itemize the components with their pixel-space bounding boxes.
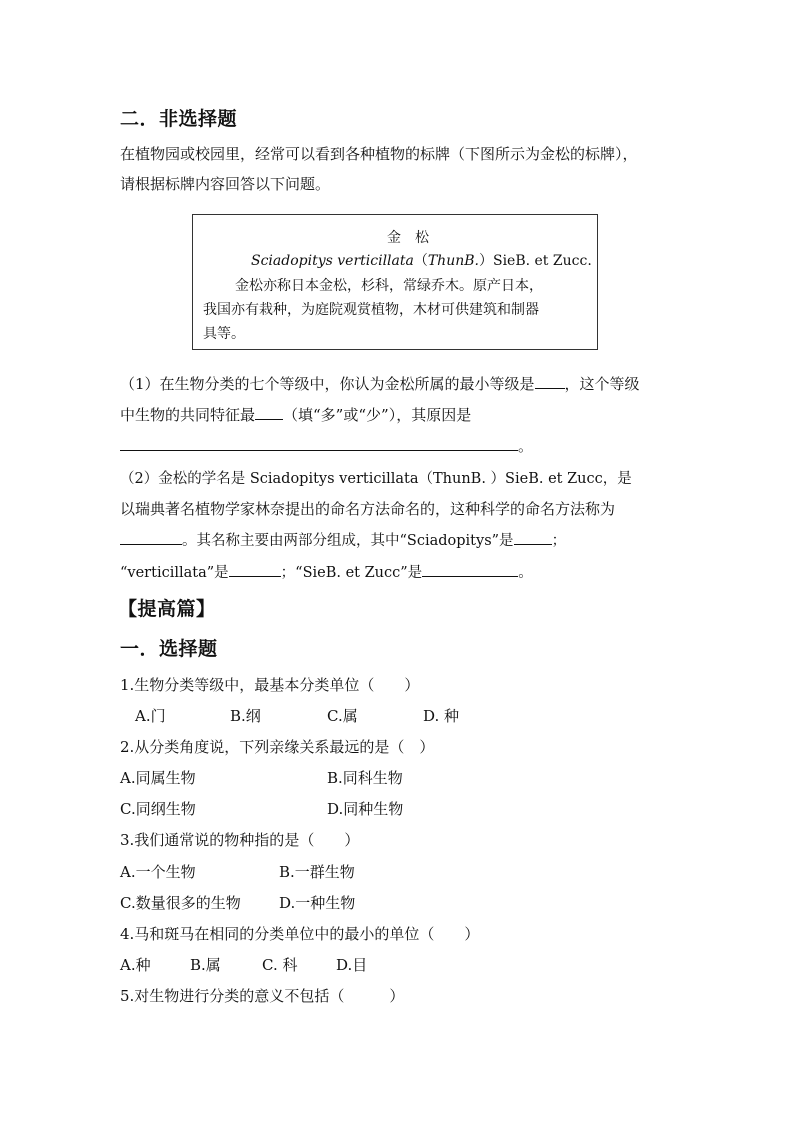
question-stem-5: 5.对生物进行分类的意义不包括（ ） [120,987,405,1005]
q2-line-1: （2）金松的学名是 Sciadopitys verticillata（ThunB. ）SieB. et Zucc，是 [120,471,632,487]
question-stem-1: 1.生物分类等级中，最基本分类单位（ ） [120,676,420,694]
question-stem-4: 4.马和斑马在相同的分类单位中的最小的单位（ ） [120,925,480,943]
option-1d[interactable]: D. 种 [423,707,460,725]
option-3a[interactable]: A.一个生物 [120,863,196,881]
option-2d[interactable]: D.同种生物 [327,800,404,818]
option-4d[interactable]: D.目 [336,956,368,974]
option-3d[interactable]: D.一种生物 [279,894,356,912]
q1-period: 。 [518,437,534,455]
intro-line-1: 在植物园或校园里，经常可以看到各种植物的标牌（下图所示为金松的标牌）， [120,145,638,163]
q2-blank-author[interactable] [422,562,518,577]
option-1b[interactable]: B.纲 [230,707,261,725]
q1-line-2 [120,404,471,425]
sign-sci-paren: （ [413,253,428,269]
option-4a[interactable]: A.种 [120,956,151,974]
q2-blank-species[interactable] [229,562,281,577]
option-4b[interactable]: B.属 [190,956,221,974]
q1-blank-rank[interactable] [535,374,565,389]
q1-blank-reason[interactable] [120,436,518,451]
q2-text-b: ； [551,533,567,549]
sign-scientific-name [251,250,592,270]
q1-text-c: 中生物的共同特征最 [120,406,256,424]
q2-text-e: 。 [518,565,533,581]
q2-blank-naming-method[interactable] [120,530,182,545]
q2-text-d: ；“SieB. et Zucc”是 [280,565,423,581]
q2-line-4 [120,561,533,582]
q1-line-3 [120,435,533,456]
q2-line-2: 以瑞典著名植物学家林奈提出的命名方法命名的，这种科学的命名方法称为 [120,500,616,518]
q2-blank-genus[interactable] [514,530,552,545]
q1-line-1 [120,373,640,394]
option-1a[interactable]: A.门 [135,707,166,725]
intro-line-2: 请根据标牌内容回答以下问题。 [120,175,331,193]
q1-blank-more-less[interactable] [255,405,283,420]
q1-text-a: （1）在生物分类的七个等级中，你认为金松所属的最小等级是 [120,375,535,393]
q2-text-c: “verticillata”是 [120,565,229,581]
option-3b[interactable]: B.一群生物 [279,863,355,881]
option-2c[interactable]: C.同纲生物 [120,800,196,818]
question-stem-3: 3.我们通常说的物种指的是（ ） [120,831,360,849]
sign-sci-rest: ）SieB. et Zucc. [478,253,592,269]
sign-plant-name: 金 松 [387,230,429,246]
sign-sci-italic: Sciadopitys verticillata [251,253,414,269]
sign-description-line-2: 我国亦有栽种，为庭院观赏植物，木材可供建筑和制器 [203,302,539,318]
sign-sci-thunb: ThunB. [427,253,479,269]
option-2b[interactable]: B.同科生物 [327,769,403,787]
q1-text-b: ，这个等级 [564,375,640,393]
section-title-choice: 一．选择题 [120,638,218,660]
sign-description-line-3: 具等。 [203,326,245,342]
sign-description-line-1: 金松亦称日本金松，杉科，常绿乔木。原产日本， [235,278,543,294]
option-4c[interactable]: C. 科 [262,956,298,974]
q1-text-d: （填“多”或“少”），其原因是 [283,406,472,424]
q2-text-a: 。其名称主要由两部分组成，其中“Sciadopitys”是 [182,533,514,549]
plant-sign-card [192,214,598,350]
advanced-section-title: 【提高篇】 [118,598,216,620]
option-2a[interactable]: A.同属生物 [120,769,196,787]
question-stem-2: 2.从分类角度说，下列亲缘关系最远的是（ ） [120,738,435,756]
option-3c[interactable]: C.数量很多的生物 [120,894,241,912]
q2-line-3 [120,529,566,550]
section-title-non-choice: 二．非选择题 [120,108,238,130]
option-1c[interactable]: C.属 [327,707,358,725]
